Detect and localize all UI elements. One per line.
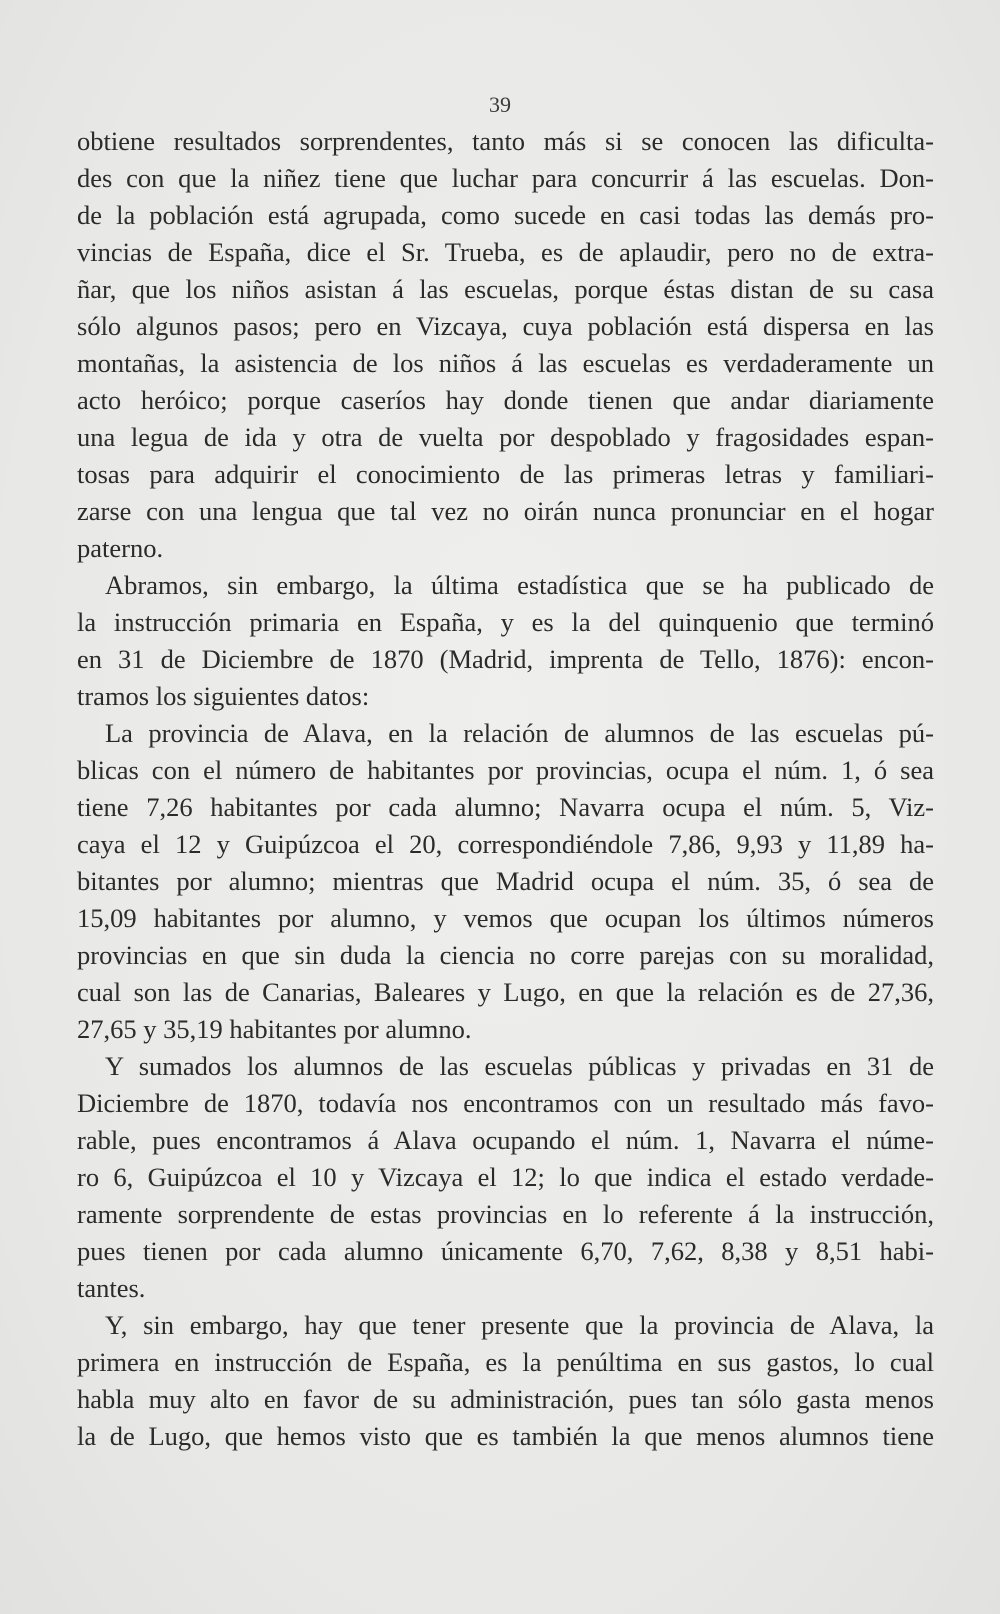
text-line: en 31 de Diciembre de 1870 (Madrid, imprenta de Tello, 1876): encon- [77,644,934,674]
text-line: cual son las de Canarias, Baleares y Lugo, en que la relación es de 27,36, [77,977,934,1007]
text-line: Diciembre de 1870, todavía nos encontramos con un resultado más favo- [77,1088,934,1118]
text-line: pues tienen por cada alumno únicamente 6,70, 7,62, 8,38 y 8,51 habi- [77,1236,934,1266]
body-text [77,123,934,1455]
text-line: provincias en que sin duda la ciencia no corre parejas con su moralidad, [77,940,934,970]
text-line: la instrucción primaria en España, y es la del quinquenio que terminó [77,607,934,637]
text-line: rable, pues encontramos á Alava ocupando el núm. 1, Navarra el núme- [77,1125,934,1155]
text-line: des con que la niñez tiene que luchar para concurrir á las escuelas. Don- [77,163,934,193]
text-line: 27,65 y 35,19 habitantes por alumno. [77,1014,472,1044]
text-line: la de Lugo, que hemos visto que es también la que menos alumnos tiene [77,1421,934,1451]
paragraph-1 [77,123,934,567]
text-line: tiene 7,26 habitantes por cada alumno; Navarra ocupa el núm. 5, Viz- [77,792,934,822]
text-line: paterno. [77,533,164,563]
paragraph-3 [77,715,934,1048]
text-line: montañas, la asistencia de los niños á las escuelas es verdaderamente un [77,348,934,378]
paragraph-2 [77,567,934,715]
text-line: de la población está agrupada, como sucede en casi todas las demás pro- [77,200,934,230]
text-line: Y sumados los alumnos de las escuelas públicas y privadas en 31 de [105,1051,934,1081]
text-line: ramente sorprendente de estas provincias en lo referente á la instrucción, [77,1199,934,1229]
text-line: tantes. [77,1273,146,1303]
text-line: habla muy alto en favor de su administración, pues tan sólo gasta menos [77,1384,934,1414]
text-line: vincias de España, dice el Sr. Trueba, es de aplaudir, pero no de extra- [77,237,934,267]
text-line: Y, sin embargo, hay que tener presente que la provincia de Alava, la [105,1310,934,1340]
text-line: Abramos, sin embargo, la última estadística que se ha publicado de [105,570,934,600]
text-line: ro 6, Guipúzcoa el 10 y Vizcaya el 12; lo que indica el estado verdade- [77,1162,934,1192]
text-line: ñar, que los niños asistan á las escuelas, porque éstas distan de su casa [77,274,934,304]
text-line: blicas con el número de habitantes por provincias, ocupa el núm. 1, ó sea [77,755,934,785]
text-line: acto heróico; porque caseríos hay donde tienen que andar diariamente [77,385,934,415]
page-number: 39 [489,92,511,117]
text-line: obtiene resultados sorprendentes, tanto más si se conocen las dificulta- [77,126,934,156]
text-line: una legua de ida y otra de vuelta por despoblado y fragosidades espan- [77,422,934,452]
text-line: tramos los siguientes datos: [77,681,370,711]
text-line: La provincia de Alava, en la relación de alumnos de las escuelas pú- [105,718,934,748]
paragraph-4 [77,1048,934,1307]
text-line: caya el 12 y Guipúzcoa el 20, correspondiéndole 7,86, 9,93 y 11,89 ha- [77,829,934,859]
text-line: sólo algunos pasos; pero en Vizcaya, cuya población está dispersa en las [77,311,934,341]
text-line: tosas para adquirir el conocimiento de las primeras letras y familiari- [77,459,934,489]
paragraph-5 [77,1307,934,1455]
text-line: 15,09 habitantes por alumno, y vemos que ocupan los últimos números [77,903,934,933]
text-line: bitantes por alumno; mientras que Madrid ocupa el núm. 35, ó sea de [77,866,934,896]
text-line: zarse con una lengua que tal vez no oirán nunca pronunciar en el hogar [77,496,934,526]
text-line: primera en instrucción de España, es la penúltima en sus gastos, lo cual [77,1347,934,1377]
